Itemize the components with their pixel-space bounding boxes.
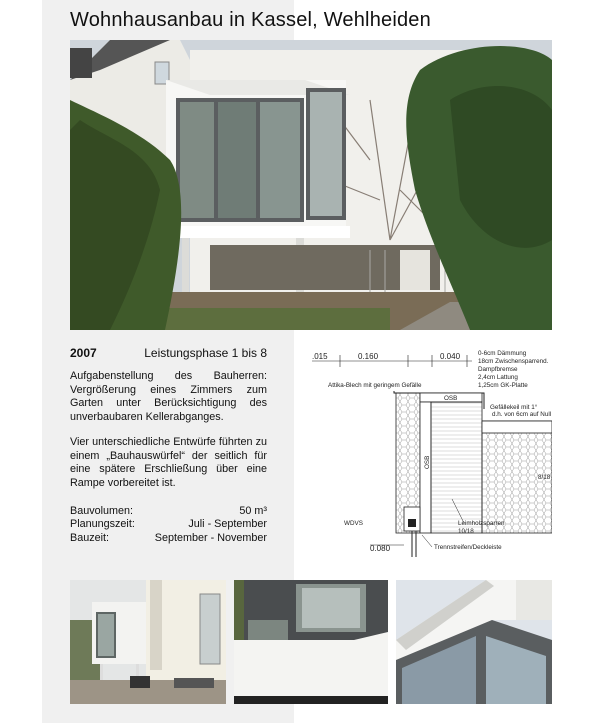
project-year: 2007 xyxy=(70,346,97,360)
thumbnail-photo-roof-edge xyxy=(396,580,552,704)
description-paragraph-2: Vier unterschiedliche Entwürfe führten zu einem „Bauhauswürfel“ der seitlich für eine spätere Erschließung über eine Rampe vorbereitet ist. xyxy=(70,436,267,490)
trenn-note: Trennstreifen/Deckleiste xyxy=(434,544,502,551)
fact-row-construction xyxy=(70,532,267,545)
wdvs-label: WDVS xyxy=(344,520,363,527)
layer-note-1: 0-6cm Dämmung xyxy=(478,350,527,357)
osb-side-label: OSB xyxy=(424,455,431,469)
dimension-015: .015 xyxy=(312,352,328,361)
gefaelle-note-2: d.h. von 6cm auf Null xyxy=(492,411,552,418)
side-dimension-label: 8/18 xyxy=(538,474,551,481)
fact-label: Bauzeit: xyxy=(70,531,110,544)
gefaelle-note-1: Gefällekeil mit 1° xyxy=(490,404,538,411)
leimholz-note-1: Leimholzsparren xyxy=(458,520,505,527)
page-title: Wohnhausanbau in Kassel, Wehlheiden xyxy=(70,9,431,31)
osb-top-label: OSB xyxy=(444,395,458,402)
dimension-0080: 0.080 xyxy=(370,544,391,553)
layer-note-2: 18cm Zwischensparrend. xyxy=(478,358,549,365)
fact-label: Planungszeit: xyxy=(70,518,135,531)
construction-detail-drawing xyxy=(312,349,552,557)
fact-value: September - November xyxy=(154,531,267,544)
fact-value: Juli - September xyxy=(188,518,267,531)
leimholz-note-2: 10/18 xyxy=(458,528,474,535)
dimension-0160: 0.160 xyxy=(358,352,379,361)
layer-note-3: Dampfbremse xyxy=(478,366,518,373)
fact-value: 50 m³ xyxy=(239,505,267,517)
fact-row-volume xyxy=(70,505,267,518)
thumbnail-photo-corner-detail xyxy=(234,580,388,704)
project-facts xyxy=(70,505,267,545)
fact-row-planning xyxy=(70,518,267,531)
description-paragraph-1: Aufgabenstellung des Bauherren: Vergrößerung eines Zimmers zum Garten unter Berücksichtigung des unverbaubaren Kellerabganges. xyxy=(70,370,267,424)
fact-label: Bauvolumen: xyxy=(70,505,134,517)
dimension-0040: 0.040 xyxy=(440,352,461,361)
attika-note: Attika-Blech mit geringem Gefälle xyxy=(328,382,422,389)
project-phase: Leistungsphase 1 bis 8 xyxy=(144,346,267,360)
thumbnail-photo-side-view xyxy=(70,580,226,704)
layer-note-5: 1,25cm GK-Platte xyxy=(478,382,528,389)
layer-note-4: 2,4cm Lattung xyxy=(478,374,518,381)
main-photo-extension xyxy=(70,40,552,330)
